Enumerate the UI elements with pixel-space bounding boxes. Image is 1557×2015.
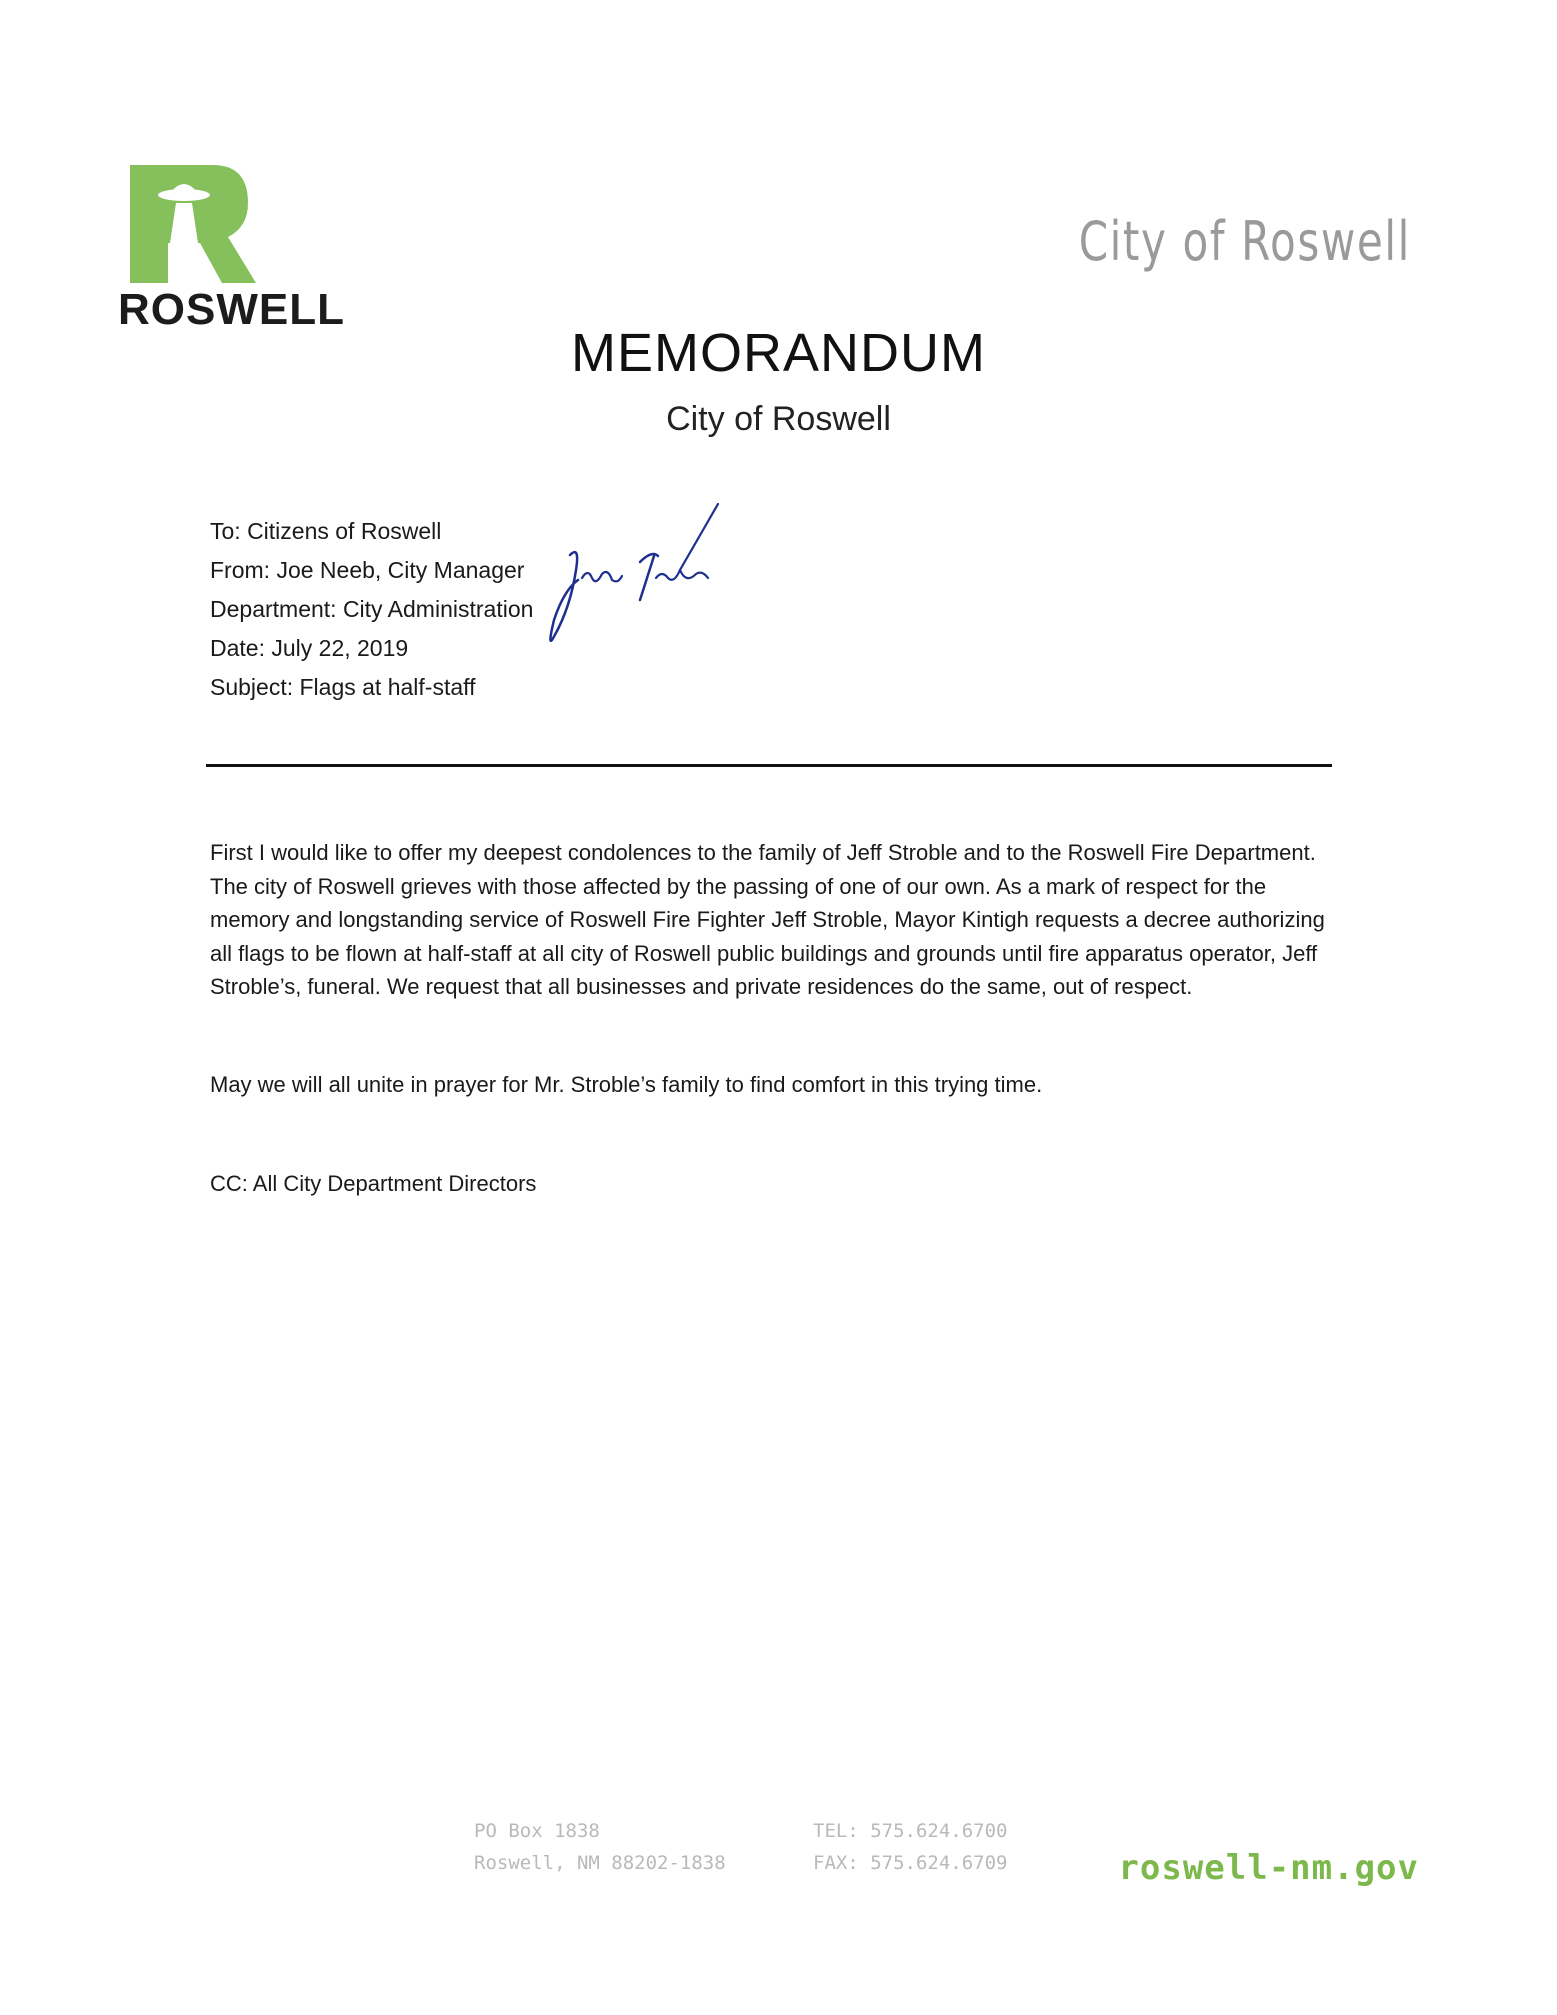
memo-subtitle: City of Roswell: [666, 400, 891, 438]
letterhead-city-name: City of Roswell: [1078, 210, 1411, 273]
footer-fax: FAX: 575.624.6709: [813, 1852, 1008, 1874]
logo-r-icon: [118, 165, 308, 285]
memo-header-fields: [210, 512, 533, 707]
signature: [540, 500, 740, 650]
cc-line: CC: All City Department Directors: [210, 1171, 537, 1196]
roswell-logo: [118, 165, 345, 340]
header-divider: [206, 764, 1332, 767]
footer-city-zip: Roswell, NM 88202-1838: [474, 1852, 726, 1874]
body-paragraph-2: May we will all unite in prayer for Mr. Stroble’s family to find comfort in this trying time.: [210, 1072, 1043, 1097]
logo-wordmark: ROSWELL: [118, 285, 345, 334]
body-paragraph-1: First I would like to offer my deepest condolences to the family of Jeff Stroble and to the Roswell Fire Department. The city of Roswell grieves with those affected by the passing of one of our own. As a mark of respect for the memory and longstanding service of Roswell Fire Fighter Jeff Stroble, Mayor Kintigh requests a decree authorizing all flags to be flown at half-staff at all city of Roswell public buildings and grounds until fire apparatus operator, Jeff Stroble’s, funeral. We request that all businesses and private residences do the same, out of respect.: [210, 840, 1325, 999]
footer-website: roswell-nm.gov: [1118, 1848, 1419, 1888]
memo-title: MEMORANDUM: [571, 323, 986, 383]
subject-line: Subject: Flags at half-staff: [210, 674, 476, 700]
to-line: To: Citizens of Roswell: [210, 518, 442, 544]
footer-po-box: PO Box 1838: [474, 1820, 600, 1842]
from-line: From: Joe Neeb, City Manager: [210, 557, 525, 583]
footer-phone: [813, 1815, 1007, 1879]
footer-tel: TEL: 575.624.6700: [813, 1820, 1008, 1842]
footer-address: [474, 1815, 726, 1879]
date-line: Date: July 22, 2019: [210, 635, 409, 661]
department-line: Department: City Administration: [210, 596, 534, 622]
